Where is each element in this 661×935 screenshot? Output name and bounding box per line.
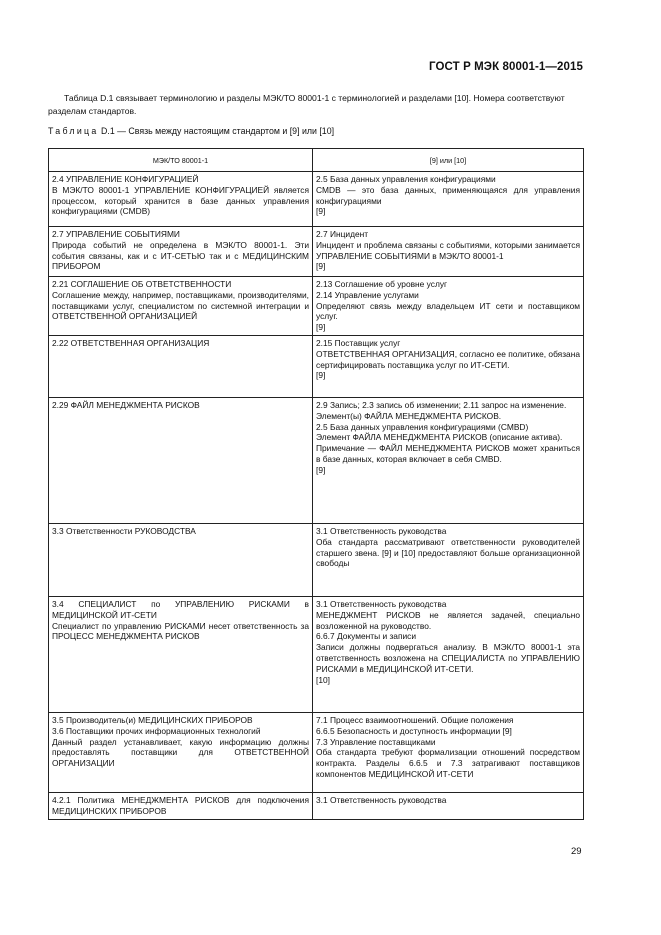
cell-line: Примечание — ФАЙЛ МЕНЕДЖМЕНТА РИСКОВ может храниться в базе данных, которая включает в себя CMBD. xyxy=(316,443,580,464)
cell-line: [9] xyxy=(316,206,326,217)
table-row xyxy=(49,335,584,397)
cell-line: [9] xyxy=(316,370,326,381)
cell-line: 2.22 ОТВЕТСТВЕННАЯ ОРГАНИЗАЦИЯ xyxy=(52,337,210,348)
cell-line: 2.5 База данных управления конфигурациями (CMBD) xyxy=(316,421,529,432)
intro-paragraph: Таблица D.1 связывает терминологию и разделы МЭК/ТО 80001-1 с терминологией и разделами [10]. Номера соответствуют разделам стандартов. xyxy=(48,93,565,116)
cell-line: МЕНЕДЖМЕНТ РИСКОВ не является задачей, специально возложенной на руководство. xyxy=(316,609,580,631)
cell-line: 6.6.7 Документы и записи xyxy=(316,631,417,642)
cell-ref-clause xyxy=(313,335,584,397)
cell-line: Природа событий не определена в МЭК/ТО 80001-1. Эти события связаны, как и с ИТ-СЕТЬЮ так и с МЕДИЦИНСКИМ ПРИБОРОМ xyxy=(52,239,309,272)
column-header-refs: [9] или [10] xyxy=(313,149,584,172)
cell-line: [9] xyxy=(316,464,326,475)
cell-line: Инцидент и проблема связаны с событиями, которыми занимается УПРАВЛЕНИЕ СОБЫТИЯМИ в МЭК/ТО 80001-1 xyxy=(316,239,580,261)
cell-iec-clause xyxy=(49,227,313,277)
table-row xyxy=(49,172,584,227)
cell-iec-clause xyxy=(49,397,313,523)
cell-ref-clause xyxy=(313,792,584,819)
cell-line: 7.3 Управление поставщиками xyxy=(316,736,436,747)
cell-line: 2.4 УПРАВЛЕНИЕ КОНФИГУРАЦИЕЙ xyxy=(52,174,199,184)
cell-line: 2.13 Соглашение об уровне услуг xyxy=(316,279,448,289)
cell-line: [9] xyxy=(316,322,326,333)
column-header-iec: МЭК/ТО 80001-1 xyxy=(49,149,313,172)
table-caption xyxy=(48,126,334,136)
document-header: ГОСТ Р МЭК 80001-1—2015 xyxy=(429,61,583,73)
cell-iec-clause xyxy=(49,172,313,227)
cell-line: 3.4 СПЕЦИАЛИСТ по УПРАВЛЕНИЮ РИСКАМИ в МЕДИЦИНСКОЙ ИТ-СЕТИ xyxy=(52,598,309,620)
cell-ref-clause xyxy=(313,712,584,792)
cell-ref-clause xyxy=(313,277,584,336)
cell-ref-clause xyxy=(313,227,584,277)
cell-line: 2.15 Поставщик услуг xyxy=(316,337,401,348)
table-row xyxy=(49,523,584,596)
cell-line: Оба стандарта рассматривают ответственности руководителей старшего звена. [9] и [10] предоставляют больше организационной свободы xyxy=(316,536,580,569)
cell-line: 2.7 УПРАВЛЕНИЕ СОБЫТИЯМИ xyxy=(52,229,180,239)
cell-line: 2.21 СОГЛАШЕНИЕ ОБ ОТВЕТСТВЕННОСТИ xyxy=(52,279,232,289)
table-row xyxy=(49,712,584,792)
cell-iec-clause xyxy=(49,712,313,792)
cell-iec-clause xyxy=(49,523,313,596)
cell-ref-clause xyxy=(313,172,584,227)
cell-line: 3.1 Ответственность руководства xyxy=(316,525,447,536)
cell-line: 3.6 Поставщики прочих информационных технологий xyxy=(52,725,261,736)
cell-iec-clause xyxy=(49,596,313,712)
cell-ref-clause xyxy=(313,397,584,523)
cell-line: 3.3 Ответственности РУКОВОДСТВА xyxy=(52,525,196,536)
cell-line: Элемент ФАЙЛА МЕНЕДЖМЕНТА РИСКОВ (описание актива). xyxy=(316,432,563,443)
correspondence-table xyxy=(48,148,584,820)
cell-line: 3.1 Ответственность руководства xyxy=(316,794,447,805)
cell-line: 7.1 Процесс взаимоотношений. Общие положения xyxy=(316,714,514,725)
cell-line: Оба стандарта требуют формализации отношений посредством контракта. Разделы 6.6.5 и 7.3 затрагивают поставщиков компонентов МЕДИЦИНСКОЙ ИТ-СЕТИ xyxy=(316,747,580,779)
table-header-row xyxy=(49,149,584,172)
cell-line: Элемент(ы) ФАЙЛА МЕНЕДЖМЕНТА РИСКОВ. xyxy=(316,410,502,421)
cell-line: 6.6.5 Безопасность и доступность информации [9] xyxy=(316,725,512,736)
table-row xyxy=(49,397,584,523)
table-row xyxy=(49,227,584,277)
cell-line: 3.1 Ответственность руководства xyxy=(316,598,447,609)
cell-line: Соглашение между, например, поставщиками, производителями, поставщиками услуг, специалистом по системной интеграции и ОТВЕТСТВЕННОЙ ОРГАНИЗАЦИЕЙ xyxy=(52,289,309,322)
cell-line: Определяют связь между владельцем ИТ сети и поставщиком услуг. xyxy=(316,300,580,322)
table-body xyxy=(49,172,584,820)
cell-ref-clause xyxy=(313,523,584,596)
cell-line: 3.5 Производитель(и) МЕДИЦИНСКИХ ПРИБОРОВ xyxy=(52,714,253,725)
table-caption-text: D.1 — Связь между настоящим стандартом и [9] или [10] xyxy=(101,126,335,136)
cell-line: 2.14 Управление услугами xyxy=(316,289,419,300)
cell-line: 2.9 Запись; 2.3 запись об изменении; 2.11 запрос на изменение. xyxy=(316,399,567,410)
cell-line: Записи должны подвергаться анализу. В МЭК/ТО 80001-1 эта ответственность возложена на СПЕЦИАЛИСТА по УПРАВЛЕНИЮ РИСКАМИ в МЕДИЦИНСКОЙ ИТ-СЕТИ. xyxy=(316,642,580,674)
cell-ref-clause xyxy=(313,596,584,712)
cell-line: 2.29 ФАЙЛ МЕНЕДЖМЕНТА РИСКОВ xyxy=(52,399,200,410)
page-number: 29 xyxy=(571,846,582,857)
cell-line: [10] xyxy=(316,674,330,685)
cell-iec-clause xyxy=(49,792,313,819)
cell-line: ОТВЕТСТВЕННАЯ ОРГАНИЗАЦИЯ, согласно ее политике, обязана сертифицировать поставщика услуг по ИТ-СЕТИ. xyxy=(316,348,580,370)
table-caption-label: Таблица xyxy=(48,126,99,136)
table-row xyxy=(49,596,584,712)
cell-line: 4.2.1 Политика МЕНЕДЖМЕНТА РИСКОВ для подключения МЕДИЦИНСКИХ ПРИБОРОВ xyxy=(52,794,309,816)
cell-line: [9] xyxy=(316,261,326,272)
table-row xyxy=(49,277,584,336)
cell-line: Специалист по управлению РИСКАМИ несет ответственность за ПРОЦЕСС МЕНЕДЖМЕНТА РИСКОВ xyxy=(52,620,309,642)
cell-line: В МЭК/ТО 80001-1 УПРАВЛЕНИЕ КОНФИГУРАЦИЕЙ является процессом, который хранится в базе данных управления конфигурациями (CMDB) xyxy=(52,184,309,217)
cell-line: 2.7 Инцидент xyxy=(316,229,369,239)
cell-iec-clause xyxy=(49,277,313,336)
cell-line: 2.5 База данных управления конфигурациями xyxy=(316,174,496,184)
cell-line: Данный раздел устанавливает, какую информацию должны предоставлять поставщики для ОТВЕТСТВЕННОЙ ОРГАНИЗАЦИИ xyxy=(52,736,309,769)
cell-line: CMDB — это база данных, применяющаяся для управления конфигурациями xyxy=(316,184,580,206)
cell-iec-clause xyxy=(49,335,313,397)
table-row xyxy=(49,792,584,819)
